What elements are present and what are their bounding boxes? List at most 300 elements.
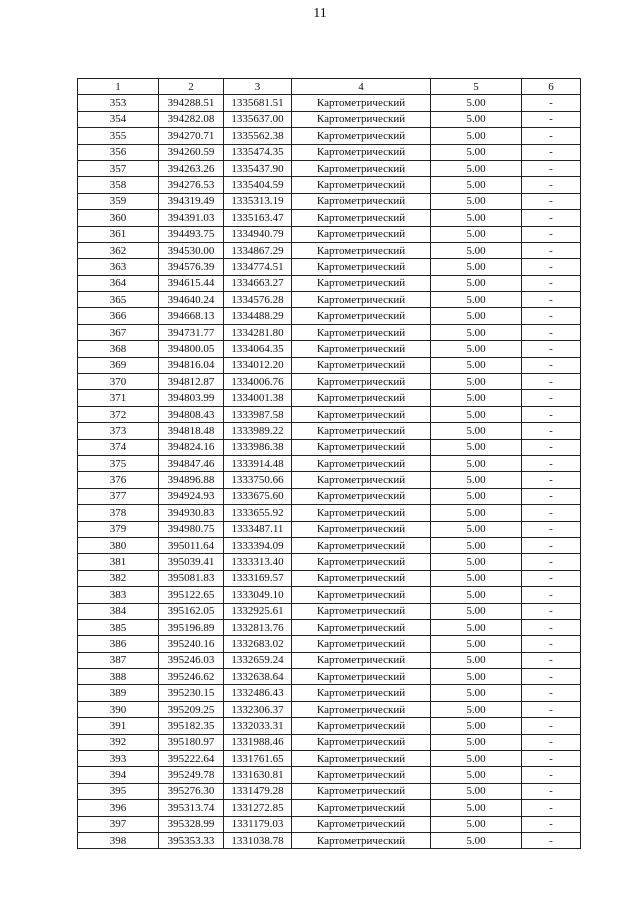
cell-note: - — [522, 554, 581, 570]
cell-x-coordinate: 394260.59 — [159, 144, 224, 160]
cell-note: - — [522, 111, 581, 127]
cell-y-coordinate: 1332659.24 — [224, 652, 292, 668]
cell-method: Картометрический — [292, 718, 431, 734]
cell-x-coordinate: 394640.24 — [159, 292, 224, 308]
cell-method: Картометрический — [292, 390, 431, 406]
cell-y-coordinate: 1332813.76 — [224, 619, 292, 635]
cell-note: - — [522, 341, 581, 357]
cell-x-coordinate: 394270.71 — [159, 128, 224, 144]
table-row — [78, 570, 581, 586]
cell-y-coordinate: 1331761.65 — [224, 751, 292, 767]
table-row — [78, 390, 581, 406]
cell-note: - — [522, 521, 581, 537]
cell-y-coordinate: 1334281.80 — [224, 324, 292, 340]
cell-point-number: 376 — [78, 472, 159, 488]
table-row — [78, 292, 581, 308]
cell-y-coordinate: 1331179.03 — [224, 816, 292, 832]
column-header-4: 4 — [292, 79, 431, 95]
cell-x-coordinate: 394731.77 — [159, 324, 224, 340]
table-row — [78, 193, 581, 209]
cell-accuracy: 5.00 — [431, 423, 522, 439]
cell-method: Картометрический — [292, 160, 431, 176]
cell-note: - — [522, 95, 581, 111]
cell-y-coordinate: 1332925.61 — [224, 603, 292, 619]
cell-x-coordinate: 395276.30 — [159, 783, 224, 799]
cell-point-number: 357 — [78, 160, 159, 176]
cell-note: - — [522, 816, 581, 832]
cell-note: - — [522, 226, 581, 242]
cell-x-coordinate: 394668.13 — [159, 308, 224, 324]
table-row — [78, 718, 581, 734]
cell-method: Картометрический — [292, 521, 431, 537]
cell-accuracy: 5.00 — [431, 570, 522, 586]
cell-y-coordinate: 1332486.43 — [224, 685, 292, 701]
table-row — [78, 783, 581, 799]
cell-method: Картометрический — [292, 816, 431, 832]
cell-method: Картометрический — [292, 587, 431, 603]
table-row — [78, 144, 581, 160]
table-row — [78, 111, 581, 127]
cell-note: - — [522, 619, 581, 635]
cell-note: - — [522, 783, 581, 799]
cell-y-coordinate: 1333169.57 — [224, 570, 292, 586]
cell-x-coordinate: 395011.64 — [159, 537, 224, 553]
cell-method: Картометрический — [292, 767, 431, 783]
cell-point-number: 375 — [78, 455, 159, 471]
table-row — [78, 341, 581, 357]
cell-x-coordinate: 395246.62 — [159, 669, 224, 685]
cell-method: Картометрический — [292, 685, 431, 701]
cell-point-number: 389 — [78, 685, 159, 701]
cell-y-coordinate: 1335562.38 — [224, 128, 292, 144]
cell-x-coordinate: 394896.88 — [159, 472, 224, 488]
cell-method: Картометрический — [292, 505, 431, 521]
cell-method: Картометрический — [292, 619, 431, 635]
cell-accuracy: 5.00 — [431, 669, 522, 685]
cell-method: Картометрический — [292, 472, 431, 488]
cell-x-coordinate: 395162.05 — [159, 603, 224, 619]
cell-y-coordinate: 1334774.51 — [224, 259, 292, 275]
cell-method: Картометрический — [292, 177, 431, 193]
cell-x-coordinate: 395122.65 — [159, 587, 224, 603]
cell-note: - — [522, 160, 581, 176]
cell-accuracy: 5.00 — [431, 455, 522, 471]
cell-y-coordinate: 1334012.20 — [224, 357, 292, 373]
cell-x-coordinate: 395180.97 — [159, 734, 224, 750]
cell-y-coordinate: 1335404.59 — [224, 177, 292, 193]
cell-note: - — [522, 455, 581, 471]
cell-x-coordinate: 394282.08 — [159, 111, 224, 127]
cell-x-coordinate: 394263.26 — [159, 160, 224, 176]
cell-accuracy: 5.00 — [431, 652, 522, 668]
cell-accuracy: 5.00 — [431, 636, 522, 652]
cell-note: - — [522, 472, 581, 488]
cell-note: - — [522, 603, 581, 619]
cell-point-number: 393 — [78, 751, 159, 767]
cell-x-coordinate: 394924.93 — [159, 488, 224, 504]
table-row — [78, 816, 581, 832]
cell-y-coordinate: 1335474.35 — [224, 144, 292, 160]
cell-point-number: 377 — [78, 488, 159, 504]
cell-accuracy: 5.00 — [431, 521, 522, 537]
cell-point-number: 354 — [78, 111, 159, 127]
cell-x-coordinate: 395240.16 — [159, 636, 224, 652]
cell-note: - — [522, 144, 581, 160]
cell-point-number: 361 — [78, 226, 159, 242]
cell-accuracy: 5.00 — [431, 374, 522, 390]
cell-accuracy: 5.00 — [431, 144, 522, 160]
cell-point-number: 381 — [78, 554, 159, 570]
table-row — [78, 505, 581, 521]
cell-x-coordinate: 394530.00 — [159, 242, 224, 258]
cell-accuracy: 5.00 — [431, 242, 522, 258]
cell-y-coordinate: 1332683.02 — [224, 636, 292, 652]
cell-method: Картометрический — [292, 636, 431, 652]
cell-note: - — [522, 177, 581, 193]
coordinates-table — [77, 78, 581, 849]
cell-accuracy: 5.00 — [431, 685, 522, 701]
table-row — [78, 374, 581, 390]
cell-accuracy: 5.00 — [431, 537, 522, 553]
cell-note: - — [522, 636, 581, 652]
cell-x-coordinate: 395222.64 — [159, 751, 224, 767]
cell-x-coordinate: 394276.53 — [159, 177, 224, 193]
cell-point-number: 390 — [78, 701, 159, 717]
cell-accuracy: 5.00 — [431, 718, 522, 734]
cell-note: - — [522, 210, 581, 226]
cell-note: - — [522, 701, 581, 717]
cell-y-coordinate: 1335681.51 — [224, 95, 292, 111]
column-header-2: 2 — [159, 79, 224, 95]
cell-accuracy: 5.00 — [431, 767, 522, 783]
cell-method: Картометрический — [292, 783, 431, 799]
cell-x-coordinate: 395246.03 — [159, 652, 224, 668]
table-row — [78, 734, 581, 750]
table-row — [78, 160, 581, 176]
cell-x-coordinate: 394824.16 — [159, 439, 224, 455]
cell-x-coordinate: 394319.49 — [159, 193, 224, 209]
cell-note: - — [522, 767, 581, 783]
cell-y-coordinate: 1331038.78 — [224, 832, 292, 848]
cell-accuracy: 5.00 — [431, 816, 522, 832]
cell-y-coordinate: 1333987.58 — [224, 406, 292, 422]
cell-x-coordinate: 395196.89 — [159, 619, 224, 635]
cell-method: Картометрический — [292, 537, 431, 553]
table-row — [78, 603, 581, 619]
cell-note: - — [522, 734, 581, 750]
table-row — [78, 423, 581, 439]
cell-point-number: 395 — [78, 783, 159, 799]
cell-point-number: 368 — [78, 341, 159, 357]
table-row — [78, 308, 581, 324]
cell-method: Картометрический — [292, 488, 431, 504]
cell-accuracy: 5.00 — [431, 439, 522, 455]
table-row — [78, 800, 581, 816]
cell-accuracy: 5.00 — [431, 783, 522, 799]
table-row — [78, 751, 581, 767]
cell-x-coordinate: 394391.03 — [159, 210, 224, 226]
page-number: 11 — [313, 6, 327, 21]
cell-note: - — [522, 505, 581, 521]
cell-accuracy: 5.00 — [431, 128, 522, 144]
header-row — [78, 79, 581, 95]
cell-point-number: 374 — [78, 439, 159, 455]
cell-x-coordinate: 394576.39 — [159, 259, 224, 275]
table-row — [78, 554, 581, 570]
cell-point-number: 383 — [78, 587, 159, 603]
cell-x-coordinate: 394818.48 — [159, 423, 224, 439]
cell-accuracy: 5.00 — [431, 308, 522, 324]
cell-note: - — [522, 587, 581, 603]
cell-method: Картометрический — [292, 95, 431, 111]
cell-note: - — [522, 570, 581, 586]
cell-method: Картометрический — [292, 652, 431, 668]
cell-accuracy: 5.00 — [431, 341, 522, 357]
cell-y-coordinate: 1334006.76 — [224, 374, 292, 390]
cell-method: Картометрический — [292, 275, 431, 291]
cell-note: - — [522, 537, 581, 553]
cell-accuracy: 5.00 — [431, 619, 522, 635]
cell-accuracy: 5.00 — [431, 390, 522, 406]
cell-y-coordinate: 1331988.46 — [224, 734, 292, 750]
cell-point-number: 365 — [78, 292, 159, 308]
cell-x-coordinate: 394930.83 — [159, 505, 224, 521]
cell-method: Картометрический — [292, 128, 431, 144]
cell-accuracy: 5.00 — [431, 95, 522, 111]
cell-note: - — [522, 718, 581, 734]
cell-note: - — [522, 406, 581, 422]
table-row — [78, 537, 581, 553]
cell-y-coordinate: 1333989.22 — [224, 423, 292, 439]
cell-point-number: 371 — [78, 390, 159, 406]
table-header — [78, 79, 581, 95]
cell-x-coordinate: 394980.75 — [159, 521, 224, 537]
table-row — [78, 439, 581, 455]
cell-method: Картометрический — [292, 144, 431, 160]
table-row — [78, 357, 581, 373]
cell-y-coordinate: 1333675.60 — [224, 488, 292, 504]
column-header-3: 3 — [224, 79, 292, 95]
cell-point-number: 367 — [78, 324, 159, 340]
cell-point-number: 366 — [78, 308, 159, 324]
column-header-6: 6 — [522, 79, 581, 95]
cell-method: Картометрический — [292, 439, 431, 455]
cell-method: Картометрический — [292, 800, 431, 816]
cell-y-coordinate: 1334064.35 — [224, 341, 292, 357]
cell-note: - — [522, 357, 581, 373]
cell-y-coordinate: 1334576.28 — [224, 292, 292, 308]
cell-x-coordinate: 394847.46 — [159, 455, 224, 471]
cell-method: Картометрический — [292, 701, 431, 717]
cell-method: Картометрический — [292, 603, 431, 619]
cell-point-number: 379 — [78, 521, 159, 537]
cell-note: - — [522, 832, 581, 848]
cell-point-number: 394 — [78, 767, 159, 783]
table-row — [78, 324, 581, 340]
cell-method: Картометрический — [292, 570, 431, 586]
cell-method: Картометрический — [292, 226, 431, 242]
table-row — [78, 226, 581, 242]
cell-y-coordinate: 1333049.10 — [224, 587, 292, 603]
cell-note: - — [522, 374, 581, 390]
cell-point-number: 353 — [78, 95, 159, 111]
cell-accuracy: 5.00 — [431, 751, 522, 767]
cell-method: Картометрический — [292, 111, 431, 127]
table-row — [78, 406, 581, 422]
cell-point-number: 385 — [78, 619, 159, 635]
cell-x-coordinate: 394615.44 — [159, 275, 224, 291]
table-row — [78, 636, 581, 652]
cell-method: Картометрический — [292, 324, 431, 340]
cell-point-number: 362 — [78, 242, 159, 258]
table-body — [78, 95, 581, 849]
cell-point-number: 369 — [78, 357, 159, 373]
cell-y-coordinate: 1333750.66 — [224, 472, 292, 488]
cell-point-number: 380 — [78, 537, 159, 553]
cell-y-coordinate: 1333986.38 — [224, 439, 292, 455]
cell-x-coordinate: 394812.87 — [159, 374, 224, 390]
cell-x-coordinate: 395209.25 — [159, 701, 224, 717]
cell-y-coordinate: 1333313.40 — [224, 554, 292, 570]
cell-note: - — [522, 324, 581, 340]
cell-method: Картометрический — [292, 423, 431, 439]
cell-x-coordinate: 395353.33 — [159, 832, 224, 848]
cell-y-coordinate: 1335163.47 — [224, 210, 292, 226]
cell-accuracy: 5.00 — [431, 357, 522, 373]
table-row — [78, 259, 581, 275]
cell-y-coordinate: 1333487.11 — [224, 521, 292, 537]
cell-point-number: 396 — [78, 800, 159, 816]
cell-method: Картометрический — [292, 554, 431, 570]
cell-point-number: 360 — [78, 210, 159, 226]
cell-x-coordinate: 394803.99 — [159, 390, 224, 406]
cell-point-number: 373 — [78, 423, 159, 439]
cell-accuracy: 5.00 — [431, 292, 522, 308]
cell-method: Картометрический — [292, 734, 431, 750]
cell-point-number: 358 — [78, 177, 159, 193]
table-row — [78, 472, 581, 488]
cell-method: Картометрический — [292, 374, 431, 390]
cell-y-coordinate: 1331630.81 — [224, 767, 292, 783]
cell-accuracy: 5.00 — [431, 832, 522, 848]
cell-accuracy: 5.00 — [431, 177, 522, 193]
table-row — [78, 685, 581, 701]
cell-x-coordinate: 395313.74 — [159, 800, 224, 816]
cell-point-number: 356 — [78, 144, 159, 160]
table-row — [78, 701, 581, 717]
table-row — [78, 767, 581, 783]
cell-accuracy: 5.00 — [431, 406, 522, 422]
cell-point-number: 359 — [78, 193, 159, 209]
cell-point-number: 391 — [78, 718, 159, 734]
cell-point-number: 398 — [78, 832, 159, 848]
cell-accuracy: 5.00 — [431, 472, 522, 488]
cell-note: - — [522, 652, 581, 668]
cell-point-number: 363 — [78, 259, 159, 275]
cell-point-number: 386 — [78, 636, 159, 652]
table-row — [78, 177, 581, 193]
cell-accuracy: 5.00 — [431, 275, 522, 291]
table-row — [78, 455, 581, 471]
cell-y-coordinate: 1334488.29 — [224, 308, 292, 324]
cell-point-number: 382 — [78, 570, 159, 586]
cell-note: - — [522, 193, 581, 209]
cell-note: - — [522, 439, 581, 455]
cell-y-coordinate: 1331272.85 — [224, 800, 292, 816]
cell-y-coordinate: 1334663.27 — [224, 275, 292, 291]
cell-y-coordinate: 1335437.90 — [224, 160, 292, 176]
cell-accuracy: 5.00 — [431, 603, 522, 619]
table-row — [78, 832, 581, 848]
cell-note: - — [522, 242, 581, 258]
cell-y-coordinate: 1335313.19 — [224, 193, 292, 209]
cell-y-coordinate: 1333914.48 — [224, 455, 292, 471]
cell-accuracy: 5.00 — [431, 193, 522, 209]
cell-accuracy: 5.00 — [431, 324, 522, 340]
cell-accuracy: 5.00 — [431, 587, 522, 603]
cell-accuracy: 5.00 — [431, 734, 522, 750]
cell-y-coordinate: 1332306.37 — [224, 701, 292, 717]
cell-x-coordinate: 394493.75 — [159, 226, 224, 242]
cell-point-number: 378 — [78, 505, 159, 521]
cell-point-number: 397 — [78, 816, 159, 832]
column-header-5: 5 — [431, 79, 522, 95]
table-row — [78, 669, 581, 685]
table-row — [78, 587, 581, 603]
cell-x-coordinate: 394808.43 — [159, 406, 224, 422]
cell-y-coordinate: 1334001.38 — [224, 390, 292, 406]
cell-x-coordinate: 395230.15 — [159, 685, 224, 701]
cell-accuracy: 5.00 — [431, 488, 522, 504]
table-row — [78, 128, 581, 144]
cell-note: - — [522, 308, 581, 324]
cell-x-coordinate: 395182.35 — [159, 718, 224, 734]
cell-x-coordinate: 394800.05 — [159, 341, 224, 357]
cell-accuracy: 5.00 — [431, 505, 522, 521]
cell-method: Картометрический — [292, 341, 431, 357]
cell-y-coordinate: 1332033.31 — [224, 718, 292, 734]
cell-point-number: 388 — [78, 669, 159, 685]
cell-y-coordinate: 1331479.28 — [224, 783, 292, 799]
cell-accuracy: 5.00 — [431, 259, 522, 275]
cell-y-coordinate: 1334940.79 — [224, 226, 292, 242]
cell-accuracy: 5.00 — [431, 701, 522, 717]
cell-note: - — [522, 685, 581, 701]
cell-accuracy: 5.00 — [431, 800, 522, 816]
cell-note: - — [522, 751, 581, 767]
cell-point-number: 355 — [78, 128, 159, 144]
cell-method: Картометрический — [292, 193, 431, 209]
cell-x-coordinate: 394288.51 — [159, 95, 224, 111]
table-row — [78, 242, 581, 258]
cell-note: - — [522, 423, 581, 439]
cell-point-number: 364 — [78, 275, 159, 291]
cell-note: - — [522, 275, 581, 291]
table-row — [78, 521, 581, 537]
cell-x-coordinate: 395328.99 — [159, 816, 224, 832]
cell-method: Картометрический — [292, 357, 431, 373]
column-header-1: 1 — [78, 79, 159, 95]
cell-method: Картометрический — [292, 669, 431, 685]
cell-accuracy: 5.00 — [431, 111, 522, 127]
table-row — [78, 95, 581, 111]
cell-x-coordinate: 395249.78 — [159, 767, 224, 783]
table-row — [78, 210, 581, 226]
cell-method: Картометрический — [292, 210, 431, 226]
cell-point-number: 372 — [78, 406, 159, 422]
cell-y-coordinate: 1335637.00 — [224, 111, 292, 127]
table-row — [78, 488, 581, 504]
